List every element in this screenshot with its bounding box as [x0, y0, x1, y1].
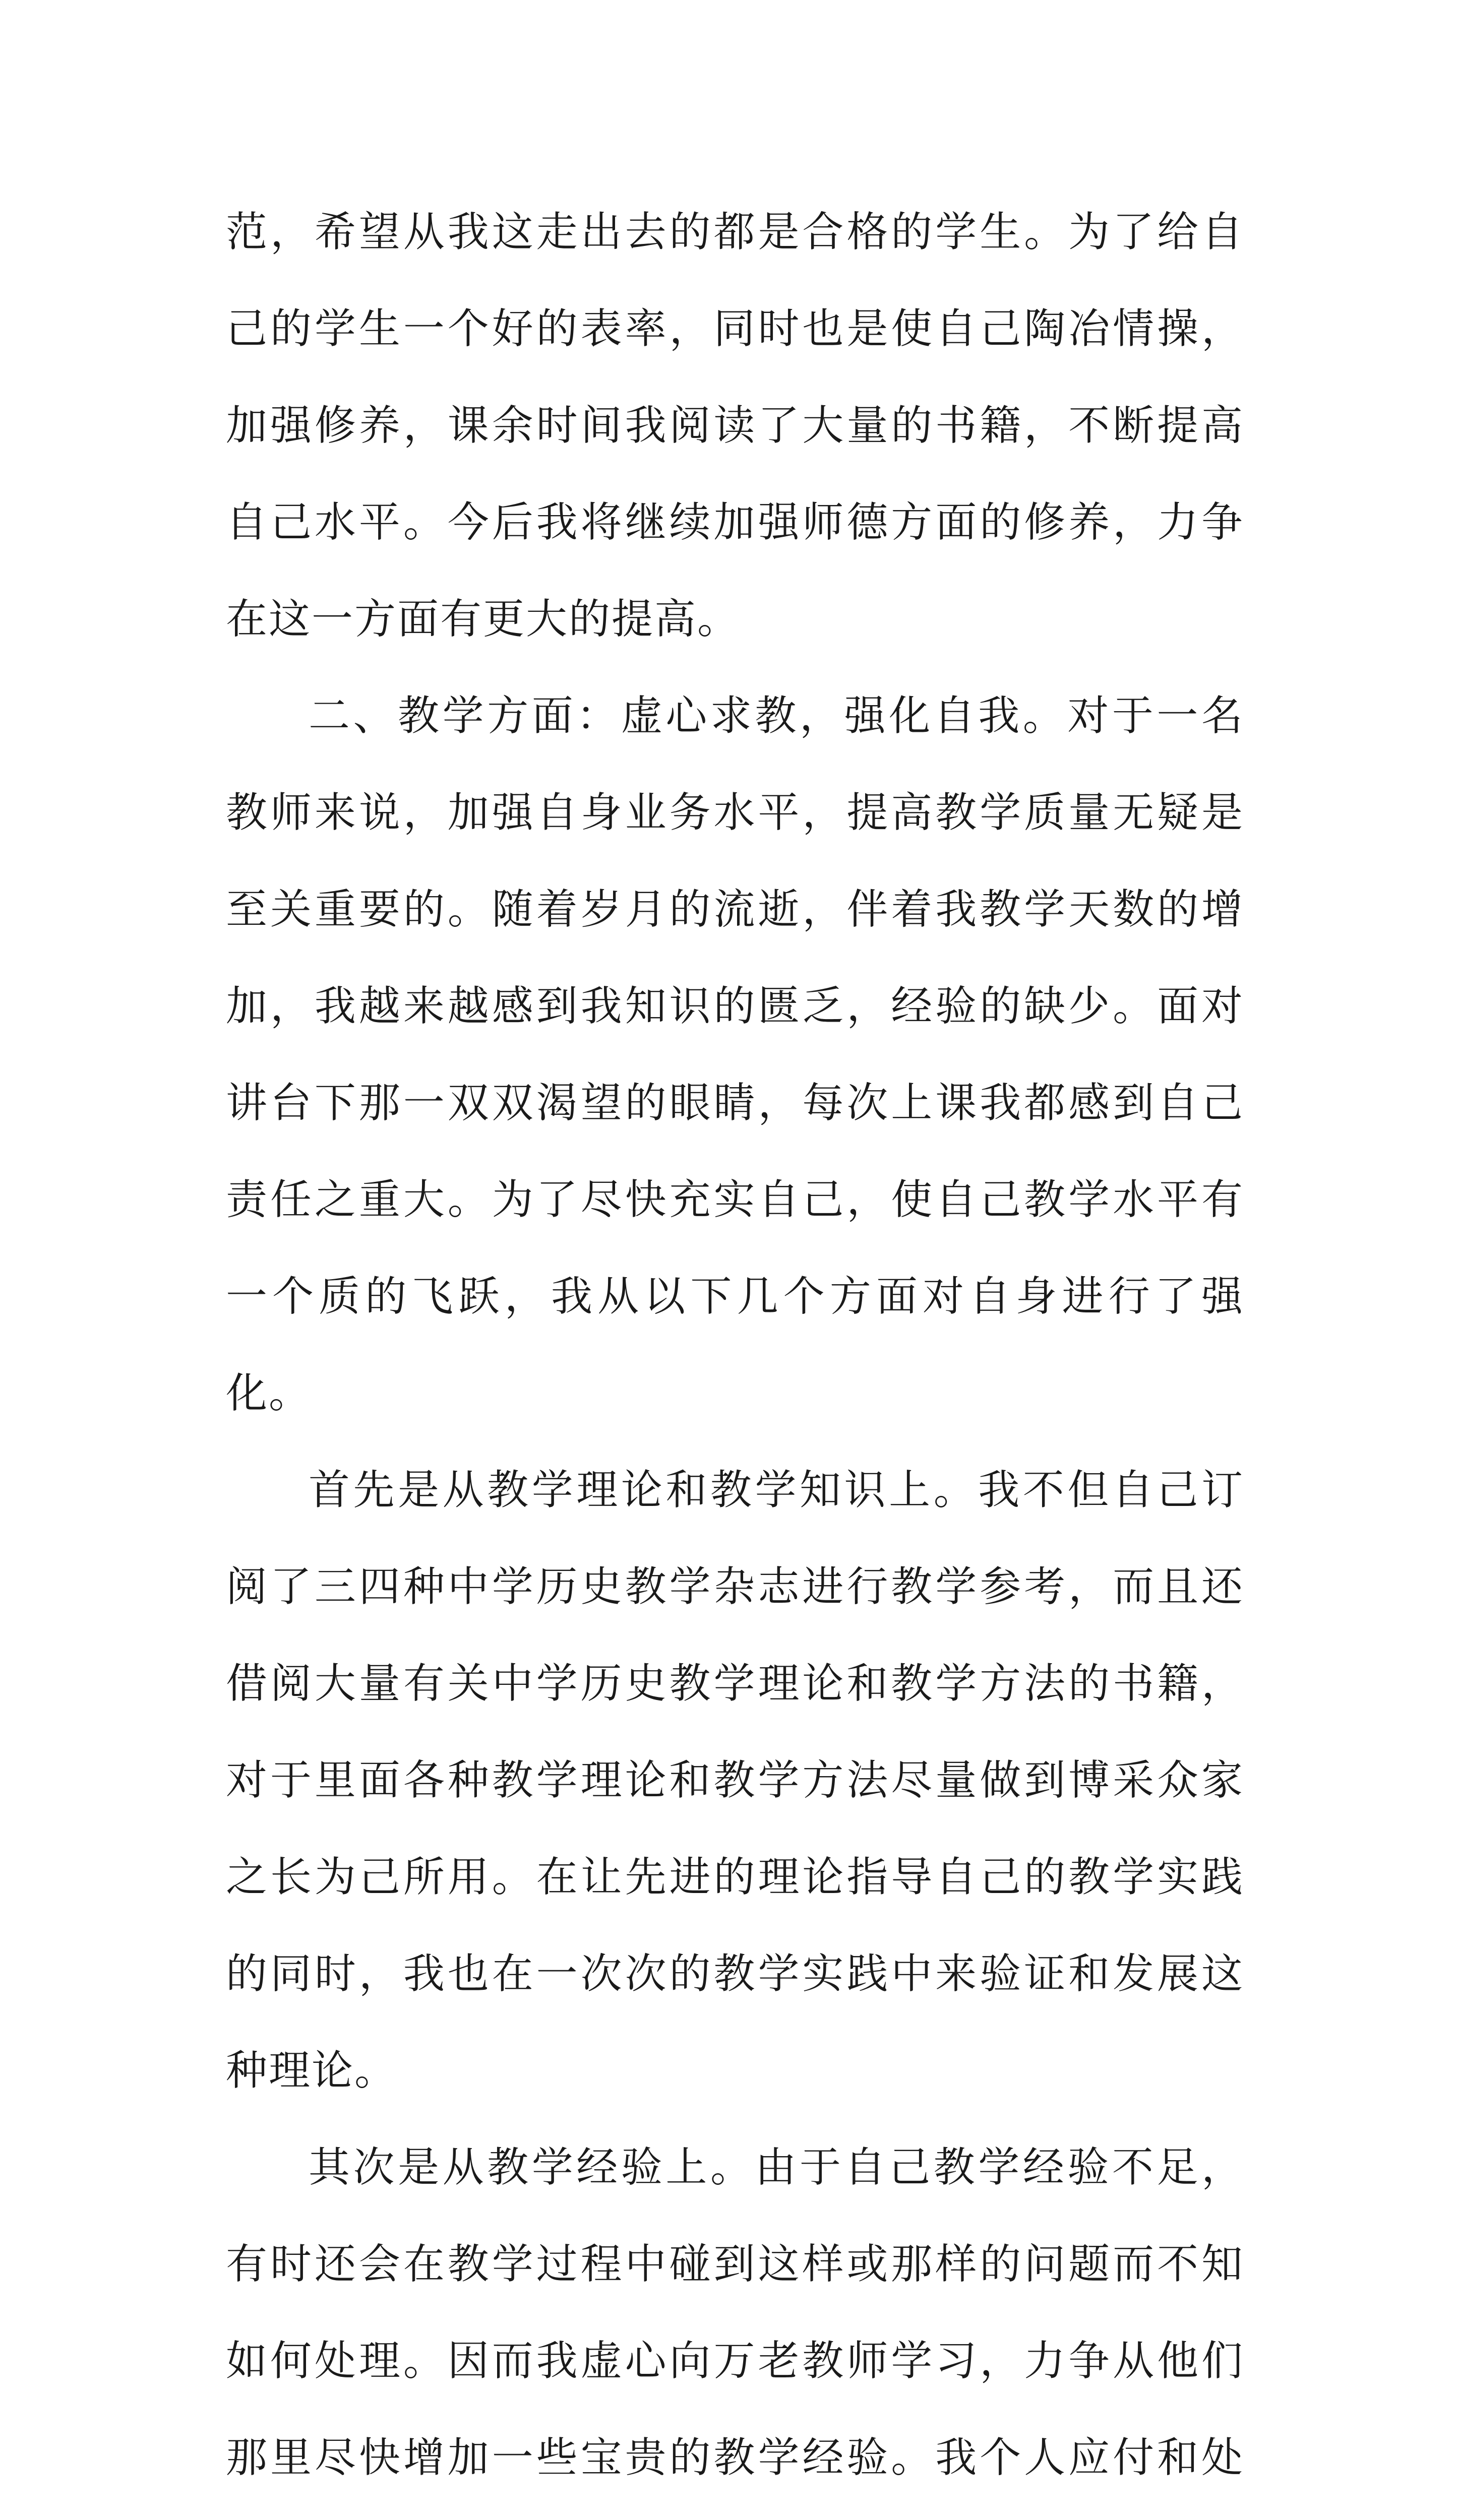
paragraph-4: 其次是从教学经验上。由于自己教学经验不足，有时还会在教学过程中碰到这样或那样的问题而不知如何处理。因而我虚心向万老教师学习，力争从他们那里尽快增加一些宝贵的教学经验。我个人应付和处: [226, 2144, 1244, 2482]
paragraph-2: 二、教学方面：虚心求教，强化自我。对于一名教师来说，加强自身业务水平，提高教学质量无疑是至关重要的。随着岁月的流逝，伴着我教学天数的增加，我越来越感到我知识的匮乏，经验的缺少。面对讲台下那一双双渴望的眼睛，每次上课我都感到自己责任之重大。为了尽快充实自己，使自己教学水平有一个质的飞跃，我从以下几个方面对自身进行了强化。: [226, 692, 1244, 1417]
paragraph-3: 首先是从教学理论和教学知识上。我不但自己订阅了三四种中学历史教学杂志进行教学参考，而且还借阅大量有关中学历史教学理论和教学方法的书籍，对于里面各种教学理论和教学方法尽量做到博采众家之长为己所用。在让先进的理论指导自己的教学实践的同时，我也在一次次的教学实践中来验证和发展这种理论。: [226, 1466, 1244, 2095]
paragraph-1: 范，希望从我这走出去的都是合格的学生。为了给自己的学生一个好的表率，同时也是使自己陶冶情操，加强修养，课余时间我阅读了大量的书籍，不断提高自己水平。今后我将继续加强师德方面的修养，力争在这一方面有更大的提高。: [226, 208, 1244, 643]
body-text: [226, 184, 1244, 2520]
